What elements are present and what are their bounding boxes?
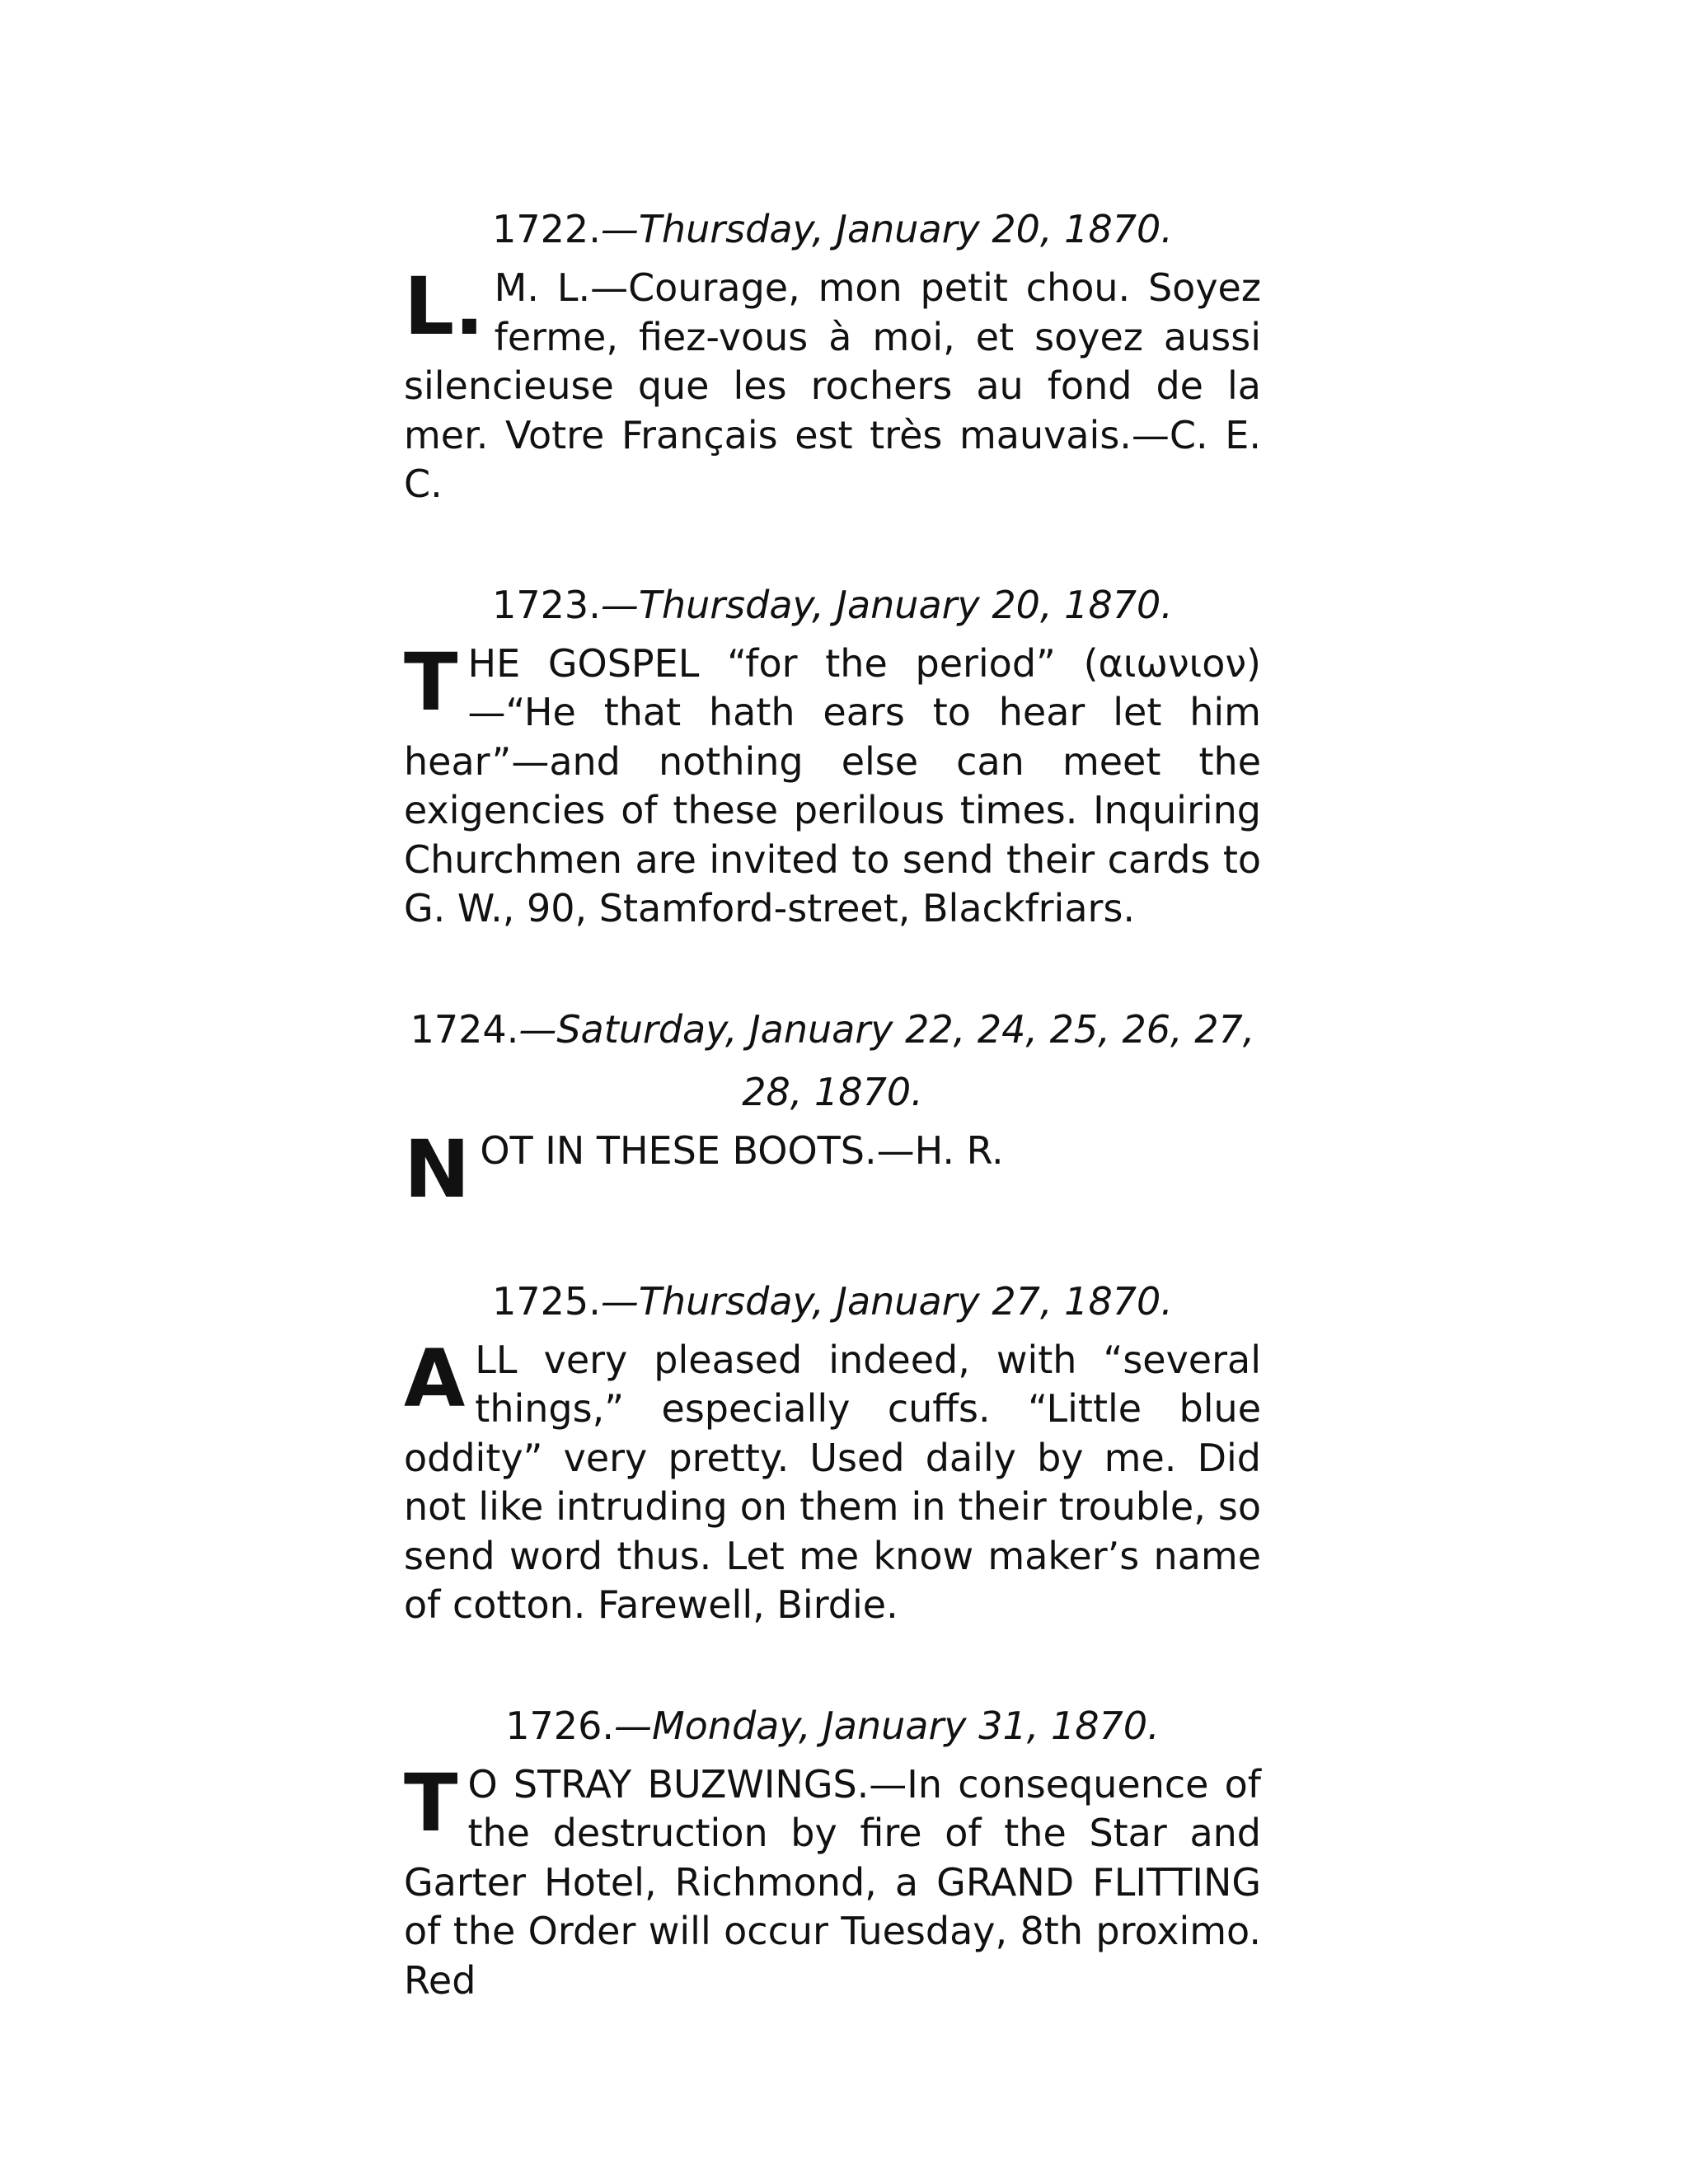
entry-number: 1726.	[505, 1703, 614, 1748]
entry-text: HE GOSPEL “for the period” (αιωνιον)—“He that hath ears to hear let him hear”—and nothing else can meet the exigencies of these perilous times. Inquiring Churchmen are invited to send their cards to G. W., 90, Stamford-street, Blackfriars.	[404, 640, 1261, 930]
entry-text: O STRAY BUZWINGS.—In consequence of the destruction by fire of the Star and Garter Hotel, Richmond, a GRAND FLITTING of the Order will occur Tuesday, 8th proximo. Red	[404, 1761, 1261, 2003]
entry-body	[404, 1332, 1261, 1630]
entry-header	[404, 1694, 1261, 1757]
entry-1725	[404, 1270, 1261, 1630]
page-column	[404, 198, 1261, 2069]
entry-date: —Thursday, January 27, 1870.	[600, 1278, 1173, 1324]
entry-text: OT IN THESE BOOTS.—H. R.	[480, 1127, 1004, 1173]
drop-cap: T	[404, 1756, 458, 1849]
entry-1722	[404, 198, 1261, 509]
entry-text: LL very pleased indeed, with “several things,” especially cuffs. “Little blue oddity” very pretty. Used daily by me. Did not like intruding on them in their trouble, so send word thus. Let me know maker’s name of cotton. Farewell, Birdie.	[404, 1337, 1261, 1627]
entry-number: 1723.	[492, 582, 601, 627]
entry-number: 1724.	[410, 1006, 519, 1052]
entry-1726	[404, 1694, 1261, 2006]
entry-date: —Thursday, January 20, 1870.	[600, 207, 1173, 251]
drop-cap: A	[404, 1332, 466, 1425]
entry-1723	[404, 574, 1261, 934]
drop-cap: T	[404, 635, 458, 729]
entry-body	[404, 260, 1261, 509]
entry-body	[404, 1122, 1261, 1216]
entry-body	[404, 1756, 1261, 2006]
entry-date: —Thursday, January 20, 1870.	[600, 582, 1173, 627]
entry-header	[404, 1270, 1261, 1333]
entry-header	[404, 198, 1261, 260]
entry-date: —Monday, January 31, 1870.	[613, 1703, 1160, 1748]
entry-date: —Saturday, January 22, 24, 25, 26, 27, 28, 1870.	[518, 1006, 1255, 1114]
entry-number: 1722.	[492, 207, 601, 251]
entry-header	[404, 998, 1261, 1123]
entry-header	[404, 574, 1261, 636]
drop-cap: N	[404, 1122, 471, 1216]
drop-cap: L.	[404, 260, 485, 353]
entry-number: 1725.	[492, 1278, 601, 1324]
entry-body	[404, 635, 1261, 934]
entry-text: M. L.—Courage, mon petit chou. Soyez ferme, fiez-vous à moi, et soyez aussi silencieuse que les rochers au fond de la mer. Votre Français est très mauvais.—C. E. C.	[404, 265, 1261, 506]
entry-1724	[404, 998, 1261, 1216]
